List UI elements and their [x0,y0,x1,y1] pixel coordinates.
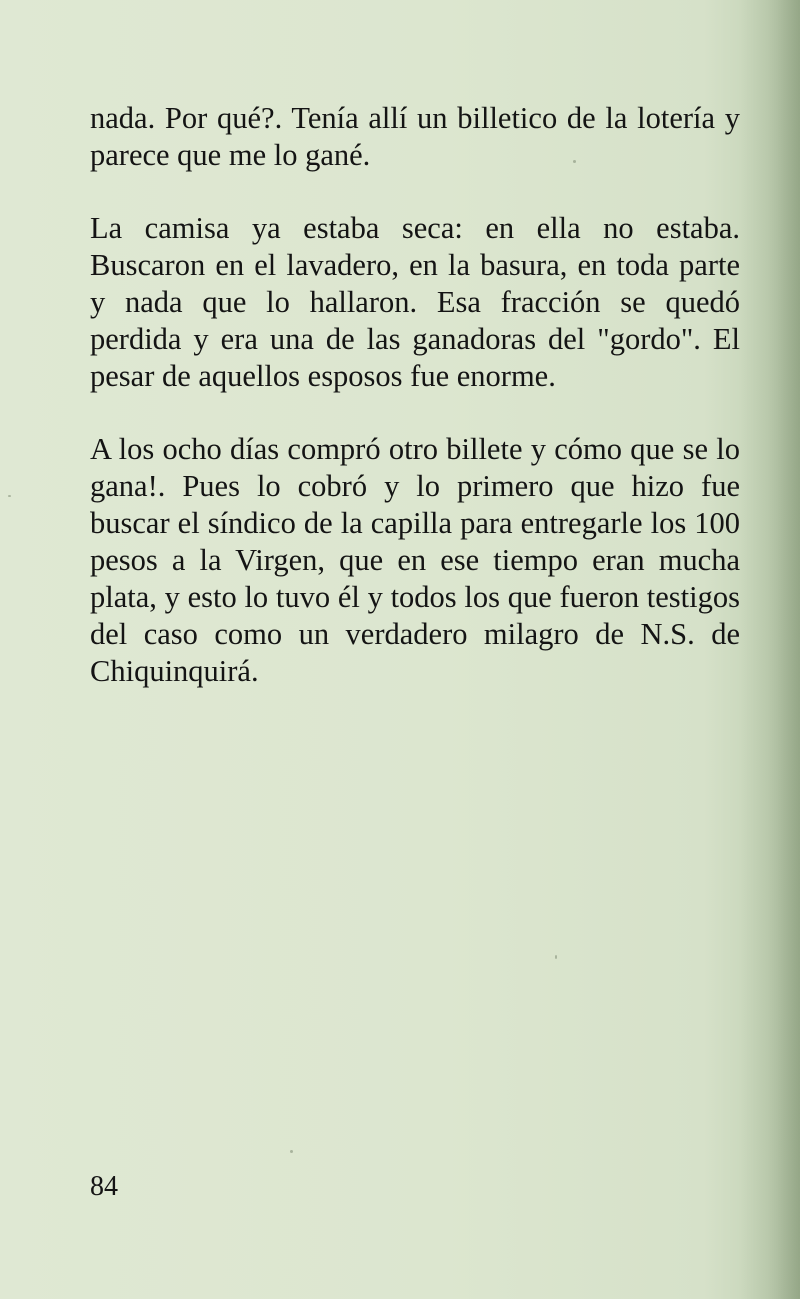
body-text [90,100,740,726]
paragraph-3: A los ocho días compró otro billete y cómo que se lo gana!. Pues lo cobró y lo primero que hizo fue buscar el síndico de la capilla para entregarle los 100 pesos a la Virgen, que en ese tiempo eran mucha plata, y esto lo tuvo él y todos los que fueron testigos del caso como un verdadero milagro de N.S. de Chiquinquirá. [90,432,740,688]
paragraph-1: nada. Por qué?. Tenía allí un billetico de la lotería y parece que me lo gané. [90,101,740,172]
paper-speck [8,495,11,497]
page-number: 84 [90,1171,118,1202]
paper-speck [573,160,576,163]
paper-speck [555,955,557,959]
page-gutter-shadow [740,0,800,1299]
paragraph-2: La camisa ya estaba seca: en ella no estaba. Buscaron en el lavadero, en la basura, en toda parte y nada que lo hallaron. Esa fracción se quedó perdida y era una de las ganadoras del "gordo". El pesar de aquellos esposos fue enorme. [90,211,740,393]
paper-speck [290,1150,293,1153]
